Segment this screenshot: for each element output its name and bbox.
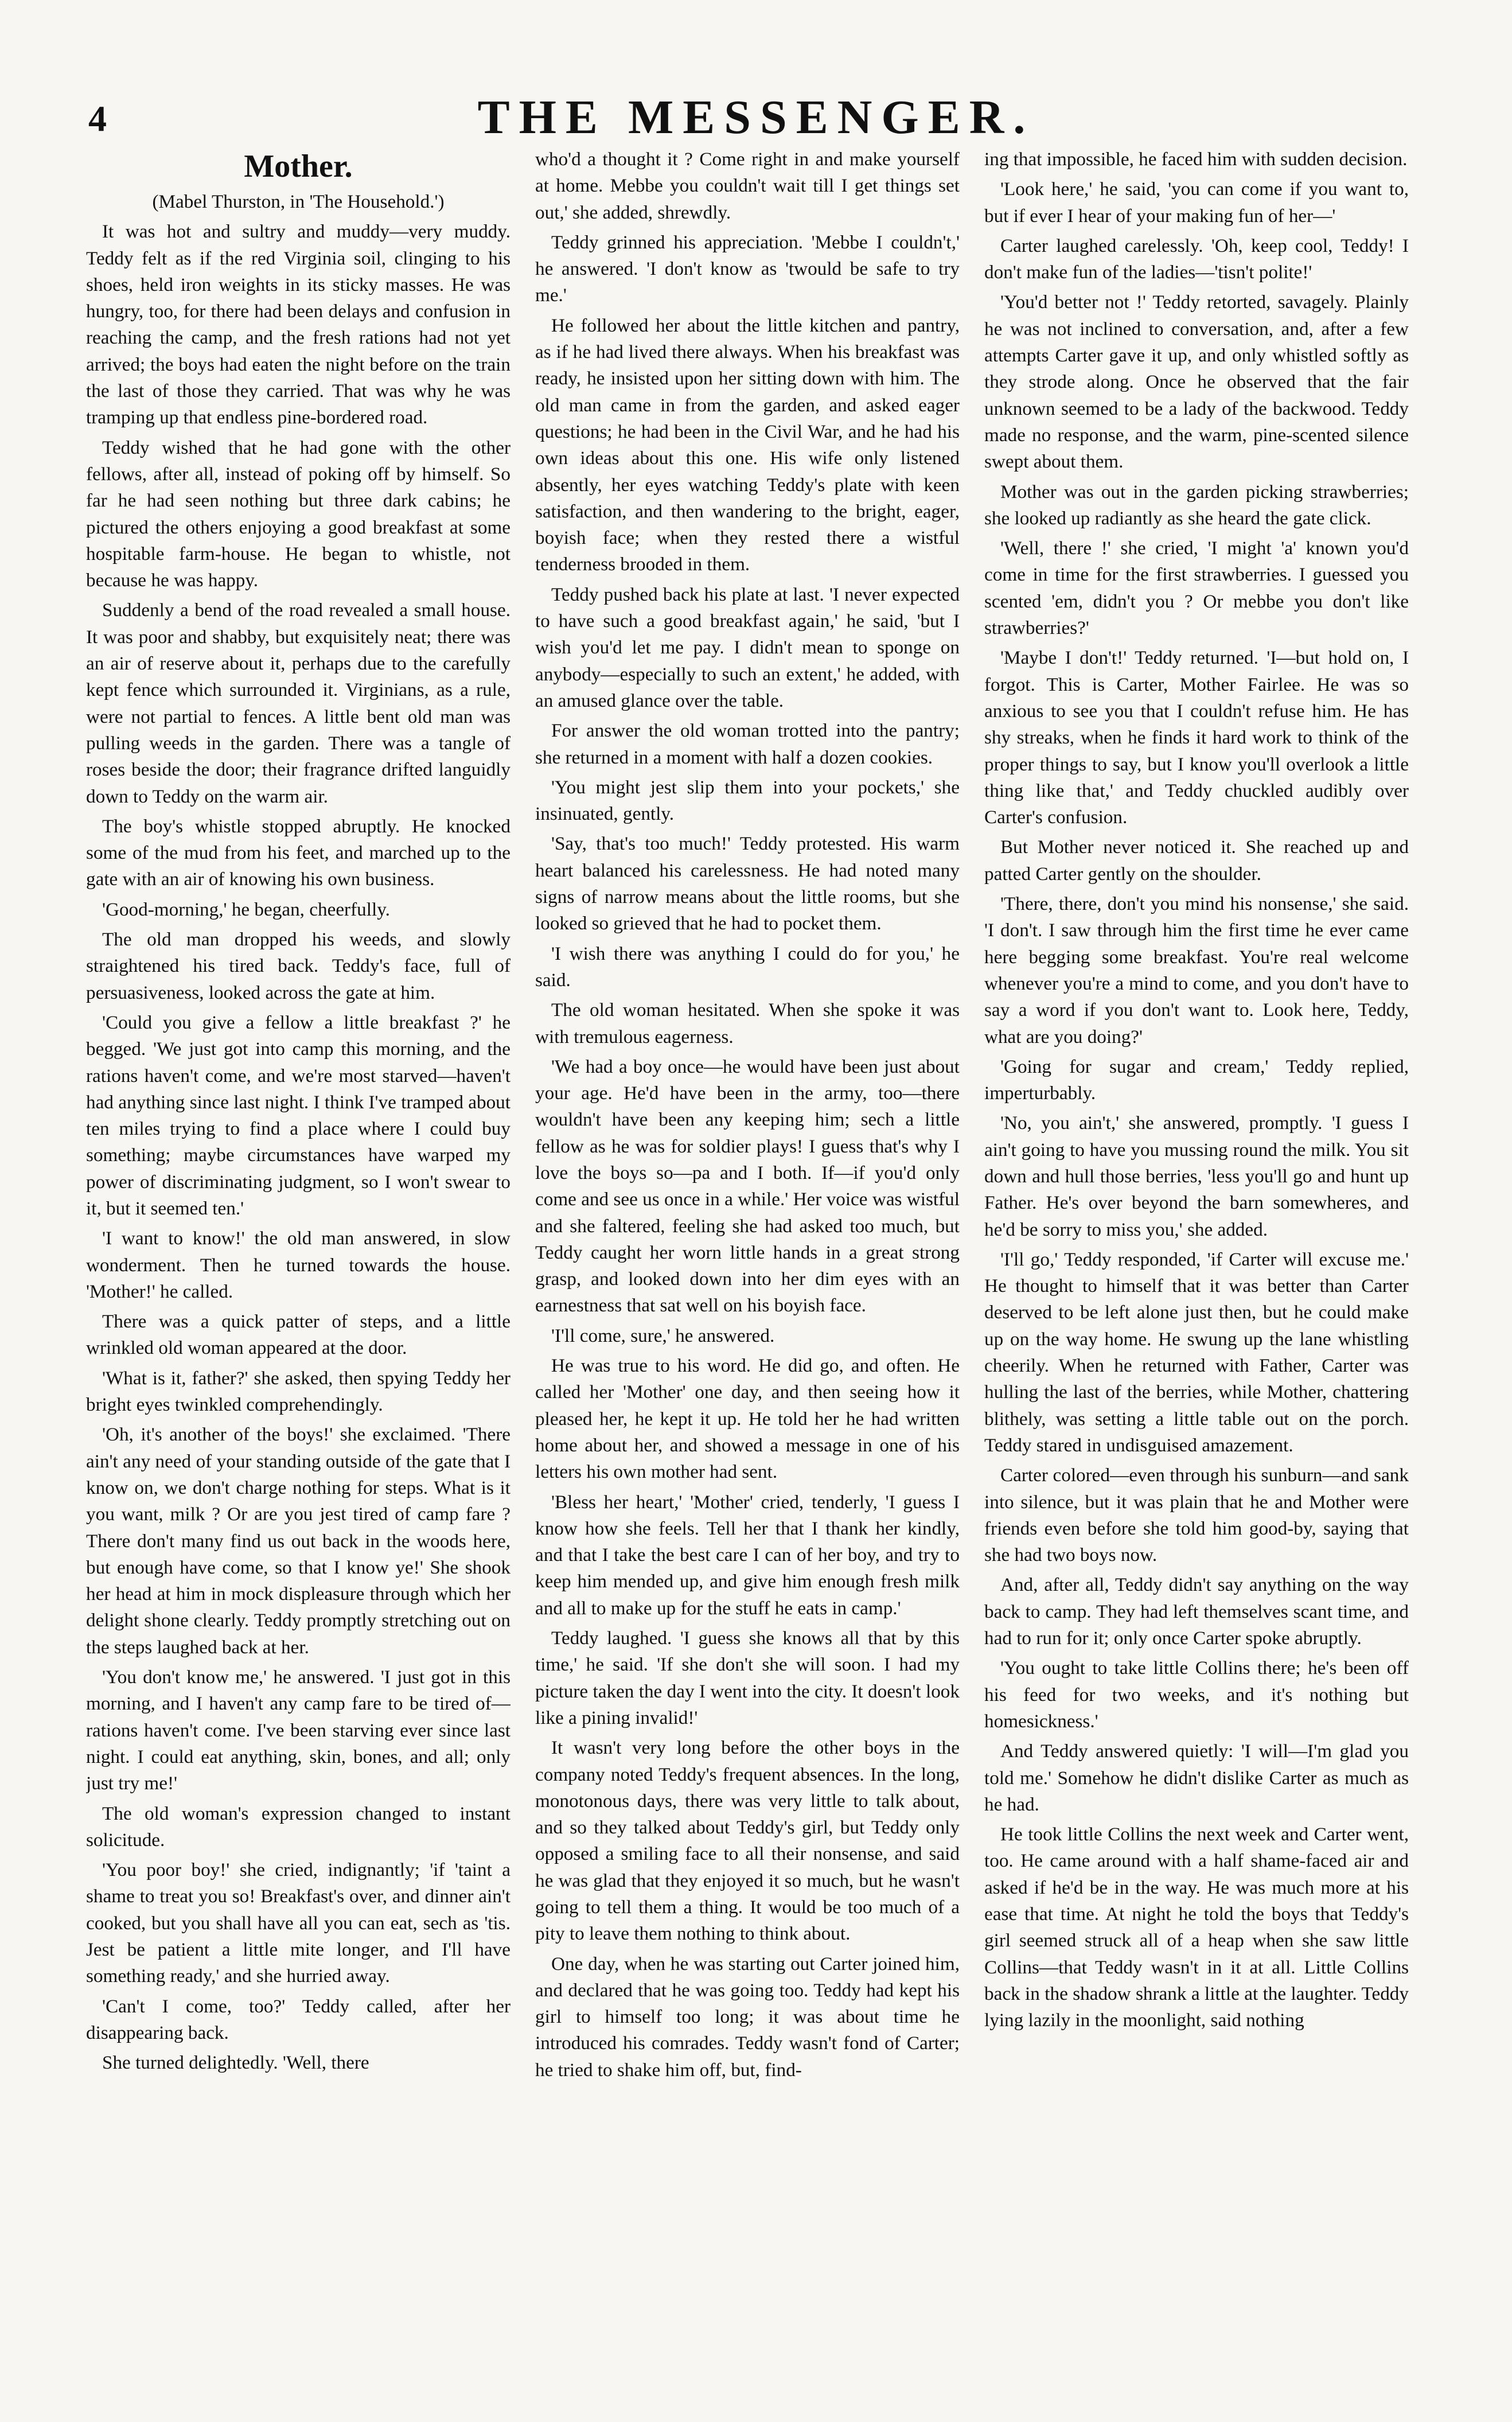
paragraph: 'You poor boy!' she cried, indignantly; 'if 'taint a shame to treat you so! Breakfast's over, and dinner ain't cooked, but you shall have all you can eat, sech as 'tis. Jest be patient a little mite longer, and I'll have something ready,' and she hurried away. (86, 1859, 511, 1987)
paragraph: 'I want to know!' the old man answered, in slow wonderment. Then he turned towards the house. 'Mother!' he called. (86, 1228, 511, 1302)
paragraph: 'You ought to take little Collins there; he's been off his feed for two weeks, and it's nothing but homesickness.' (984, 1657, 1409, 1732)
paragraph: The old woman hesitated. When she spoke it was with tremulous eagerness. (535, 999, 960, 1048)
paragraph: 'Good-morning,' he began, cheerfully. (102, 898, 390, 920)
paragraph: Suddenly a bend of the road revealed a small house. It was poor and shabby, but exquisitely neat; there was an air of reserve about it, perhaps due to the carefully kept fence which surrounded it. Virginians, as a rule, were not partial to fences. A little bent old man was pulling weeds in the garden. There was a tangle of roses beside the door; their fragrance drifted languidly down to Teddy on the warm air. (86, 599, 511, 807)
page-header (86, 86, 1426, 149)
paragraph: Carter laughed carelessly. 'Oh, keep cool, Teddy! I don't make fun of the ladies—'tisn't polite!' (984, 235, 1409, 283)
paragraph: The old man dropped his weeds, and slowly straightened his tired back. Teddy's face, full of persuasiveness, looked across the gate at him. (86, 929, 511, 1003)
paragraph: 'Well, there !' she cried, 'I might 'a' known you'd come in time for the first strawberries. I guessed you scented 'em, didn't you ? Or mebbe you don't like strawberries?' (984, 538, 1409, 639)
paragraph: Teddy grinned his appreciation. 'Mebbe I couldn't,' he answered. 'I don't know as 'twould be safe to try me.' (535, 231, 960, 306)
paragraph: 'You might jest slip them into your pockets,' she insinuated, gently. (535, 776, 960, 825)
paragraph: Mother was out in the garden picking strawberries; she looked up radiantly as she heard the gate click. (984, 481, 1409, 529)
paragraph: The boy's whistle stopped abruptly. He knocked some of the mud from his feet, and marched up to the gate with an air of knowing his own business. (86, 815, 511, 890)
paragraph: Teddy pushed back his plate at last. 'I never expected to have such a good breakfast again,' he said, 'but I wish you'd let me pay. I didn't mean to sponge on anybody—especially to such an extent,' he added, with an amused glance over the table. (535, 583, 960, 711)
paragraph: who'd a thought it ? Come right in and make yourself at home. Mebbe you couldn't wait till I get things set out,' she added, shrewdly. (535, 149, 960, 223)
paragraph: 'Oh, it's another of the boys!' she exclaimed. 'There ain't any need of your standing outside of the gate that I know on, we don't charge nothing for steps. What is it you want, milk ? Or are you jest tired of camp fare ? There don't many find us out back in the woods here, but enough have come, so that I know ye!' She shook her head at him in mock displeasure through which her delight shone clearly. Teddy promptly stretching out on the steps laughed back at her. (86, 1424, 511, 1658)
paragraph: 'You'd better not !' Teddy retorted, savagely. Plainly he was not inclined to conversation, and, after a few attempts Carter gave it up, and only whistled softly as they strode along. Once he observed that the fair unknown seemed to be a lady of the backwood. Teddy made no response, and the warm, pine-scented silence swept about them. (984, 291, 1409, 473)
paragraph: He took little Collins the next week and Carter went, too. He came around with a half shame-faced air and asked if he'd be in the way. He was much more at his ease that time. At night he told the boys that Teddy's girl seemed struck all of a heap when she saw little Collins—that Teddy wasn't in it at all. Little Collins back in the shadow shrank a little at the laughter. Teddy lying lazily in the moonlight, said nothing (984, 1824, 1409, 2031)
paragraph: One day, when he was starting out Carter joined him, and declared that he was going too. Teddy had kept his girl to himself too long; it was about time he introduced his comrades. Teddy wasn't fond of Carter; he tried to shake him off, but, find- (535, 1953, 960, 2081)
column-3 (984, 146, 1409, 2349)
paragraph: He followed her about the little kitchen and pantry, as if he had lived there always. When his breakfast was ready, he insisted upon her sitting down with him. The old man came in from the garden, and asked eager questions; he had been in the Civil War, and he had his own ideas about this one. His wife only listened absently, her eyes watching Teddy's plate with keen satisfaction, and then wandering to the bright, eager, boyish face; when they rested there a wistful tenderness brooded in them. (535, 314, 960, 575)
paragraph: The old woman's expression changed to instant solicitude. (86, 1802, 511, 1851)
paragraph: 'Maybe I don't!' Teddy returned. 'I—but hold on, I forgot. This is Carter, Mother Fairlee. He was so anxious to see you that I couldn't refuse him. He has shy streaks, when he finds it hard work to think of the proper things to say, but I know you'll overlook a little thing like that,' and Teddy chuckled audibly over Carter's confusion. (984, 647, 1409, 828)
paragraph: 'Could you give a fellow a little breakfast ?' he begged. 'We just got into camp this morning, and the rations haven't come, and we're most starved—haven't had anything since last night. I think I've tramped about ten miles trying to find a place where I could buy something; maybe circumstances have warped my power of discriminating judgment, so I won't swear to it, but it seemed ten.' (86, 1011, 511, 1219)
paragraph: 'No, you ain't,' she answered, promptly. 'I guess I ain't going to have you mussing round the milk. You sit down and hull those berries, 'less you'll go and hunt up Father. He's over beyond the barn somewheres, and he'd be sorry to miss you,' she added. (984, 1112, 1409, 1240)
paragraph: 'I wish there was anything I could do for you,' he said. (535, 943, 960, 991)
paragraph: 'Going for sugar and cream,' Teddy replied, imperturbably. (984, 1056, 1409, 1104)
story-title: Mother. (244, 149, 353, 184)
paragraph: 'What is it, father?' she asked, then spying Teddy her bright eyes twinkled comprehendingly. (86, 1367, 511, 1416)
paragraph: It was hot and sultry and muddy—very muddy. Teddy felt as if the red Virginia soil, clinging to his shoes, held iron weights in its sticky masses. He was hungry, too, for there had been delays and confusion in reaching the camp, and the fresh rations had not yet arrived; the boys had eaten the night before on the train the last of those they carried. That was why he was tramping up that endless pine-bordered road. (86, 221, 511, 429)
paragraph: For answer the old woman trotted into the pantry; she returned in a moment with half a dozen cookies. (535, 720, 960, 768)
paragraph: He was true to his word. He did go, and often. He called her 'Mother' one day, and then seeing how it pleased her, he kept it up. He told her he had written home about her, and showed a message in one of his letters his own mother had sent. (535, 1355, 960, 1483)
article-columns (86, 146, 1409, 2349)
paragraph: But Mother never noticed it. She reached up and patted Carter gently on the shoulder. (984, 836, 1409, 885)
paragraph: There was a quick patter of steps, and a little wrinkled old woman appeared at the door. (86, 1311, 511, 1359)
paragraph: Carter colored—even through his sunburn—and sank into silence, but it was plain that he and Mother were friends even before she told him good-by, saying that she had two boys now. (984, 1465, 1409, 1566)
paragraph: 'I'll come, sure,' he answered. (551, 1325, 775, 1346)
paragraph: ing that impossible, he faced him with sudden decision. (984, 149, 1408, 170)
page-number: 4 (88, 98, 107, 139)
paragraph: Teddy wished that he had gone with the other fellows, after all, instead of poking off by himself. So far he had seen nothing but three dark cabins; he pictured the others enjoying a good breakfast at some hospitable farm-house. He began to whistle, not because he was happy. (86, 437, 511, 591)
paragraph: 'Can't I come, too?' Teddy called, after her disappearing back. (86, 1995, 511, 2043)
paragraph: She turned delightedly. 'Well, there (102, 2052, 369, 2074)
paragraph: And, after all, Teddy didn't say anything on the way back to camp. They had left themselves scant time, and had to run for it; only once Carter spoke abruptly. (984, 1574, 1409, 1649)
paragraph: 'Look here,' he said, 'you can come if you want to, but if ever I hear of your making fun of her—' (984, 178, 1409, 227)
paragraph: 'Say, that's too much!' Teddy protested. His warm heart balanced his carelessness. He had noted many signs of narrow means about the little rooms, but she looked so grieved that he had to pocket them. (535, 833, 960, 934)
column-2 (535, 146, 960, 2349)
paragraph: 'We had a boy once—he would have been just about your age. He'd have been in the army, too—there wouldn't have been any keeping him; sech a little fellow as he was for soldier plays! I guess that's why I love the boys so—pa and I both. If—if you'd only come and see us once in a while.' Her voice was wistful and she faltered, feeling she had asked too much, but Teddy caught her worn little hands in a great strong grasp, and looked down into her dim eyes with an earnestness that sat well on his boyish face. (535, 1056, 960, 1317)
column-1 (86, 146, 511, 2349)
story-byline: (Mabel Thurston, in 'The Household.') (152, 191, 445, 212)
paragraph: 'There, there, don't you mind his nonsense,' she said. 'I don't. I saw through him the first time he ever came here begging some breakfast. You're real welcome whenever you're a mind to come, and you don't have to say a word if you don't want to. Look here, Teddy, what are you doing?' (984, 893, 1409, 1048)
paragraph: 'I'll go,' Teddy responded, 'if Carter will excuse me.' He thought to himself that it was better than Carter deserved to be left alone just then, but he could make up on the way home. He swung up the lane whistling cheerily. When he returned with Father, Carter was hulling the last of the berries, while Mother, chattering blithely, was setting a little table out on the porch. Teddy stared in undisguised amazement. (984, 1248, 1409, 1456)
paragraph: Teddy laughed. 'I guess she knows all that by this time,' he said. 'If she don't she will soon. I had my picture taken the day I went into the city. It doesn't look like a pining invalid!' (535, 1627, 960, 1728)
paragraph: 'Bless her heart,' 'Mother' cried, tenderly, 'I guess I know how she feels. Tell her that I thank her kindly, and that I take the best care I can of her boy, and try to keep him mended up, and give him enough fresh milk and all to make up for the stuff he eats in camp.' (535, 1491, 960, 1619)
paragraph: It wasn't very long before the other boys in the company noted Teddy's frequent absences. In the long, monotonous days, there was very little to talk about, and so they talked about Teddy's girl, but Teddy only opposed a smiling face to all their nonsense, and said he was glad that they enjoyed it so much, but he wasn't going to tell them a thing. It would be too much of a pity to leave them nothing to think about. (535, 1737, 960, 1945)
masthead: THE MESSENGER. (477, 91, 1035, 144)
paragraph: And Teddy answered quietly: 'I will—I'm glad you told me.' Somehow he didn't dislike Carter as much as he had. (984, 1740, 1409, 1815)
paragraph: 'You don't know me,' he answered. 'I just got in this morning, and I haven't any camp fare to be tired of—rations haven't come. I've been starving ever since last night. I could eat anything, skin, bones, and all; only just try me!' (86, 1666, 511, 1794)
